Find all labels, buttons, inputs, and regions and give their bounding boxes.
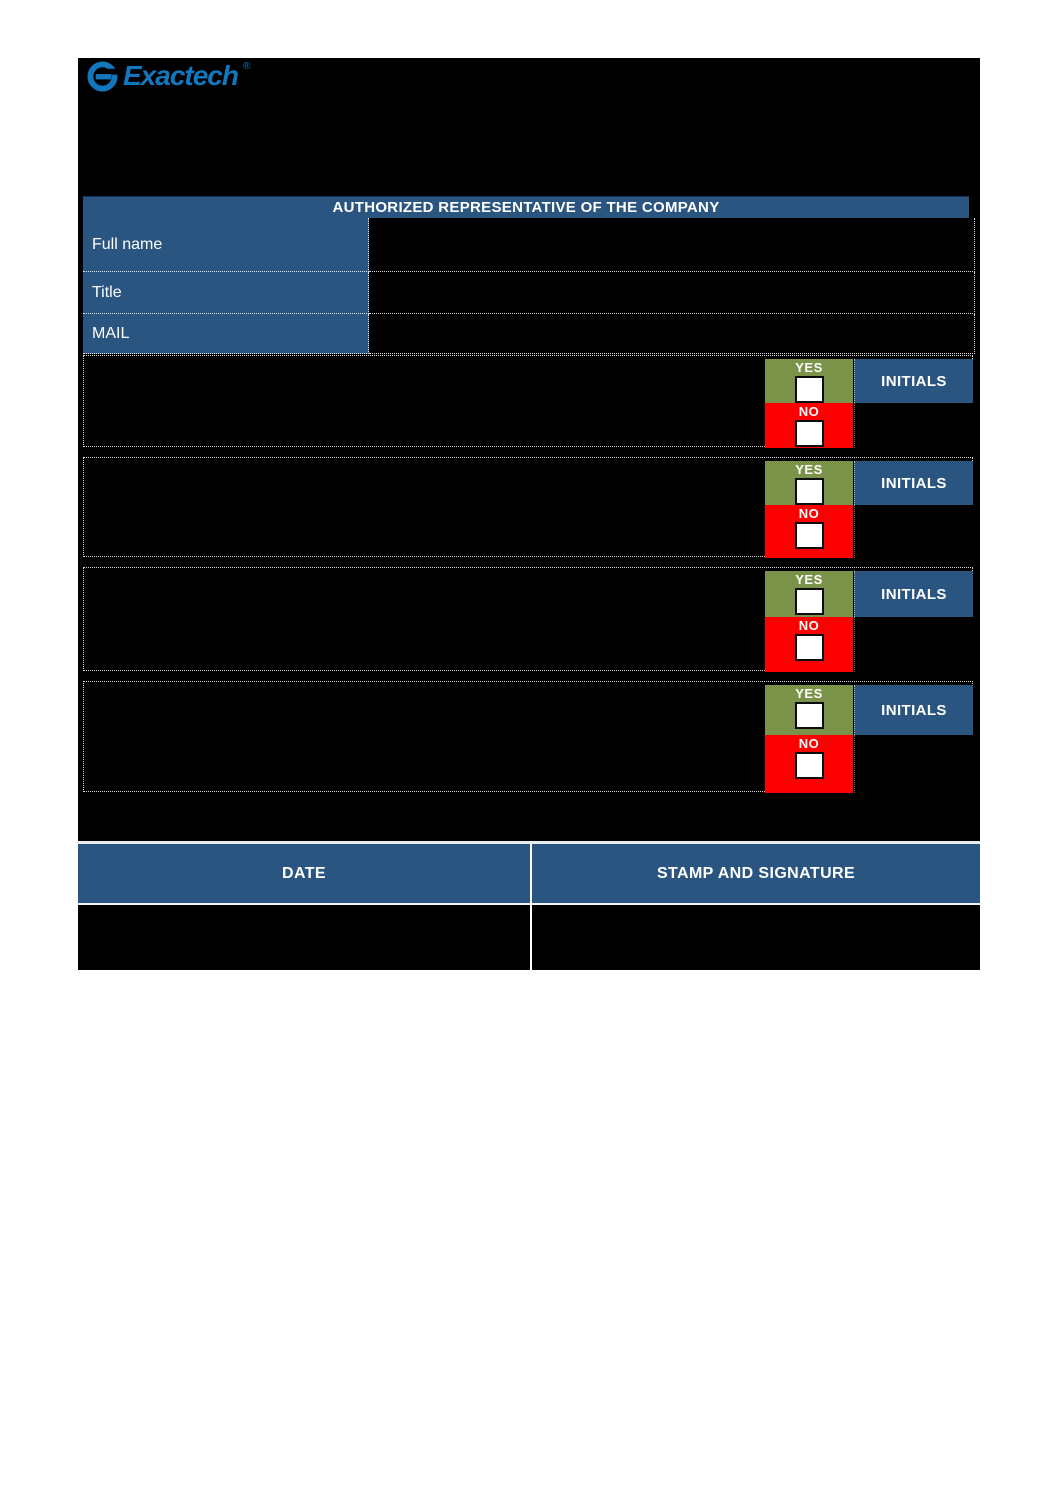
yes-label: YES: [795, 360, 823, 375]
no-checkbox[interactable]: [795, 420, 824, 447]
yes-option-cell: [765, 685, 853, 735]
no-option-cell: [765, 735, 853, 793]
no-checkbox[interactable]: [795, 752, 824, 779]
yes-checkbox[interactable]: [795, 376, 824, 403]
registered-mark: ®: [242, 60, 251, 72]
field-value-full-name[interactable]: [369, 218, 975, 272]
initials-entry-cell[interactable]: [854, 617, 973, 672]
field-value-title[interactable]: [369, 272, 975, 314]
initials-entry-cell[interactable]: [854, 403, 973, 448]
yes-checkbox[interactable]: [795, 588, 824, 615]
no-option-cell: [765, 617, 853, 672]
no-label: NO: [798, 506, 820, 521]
field-value-mail[interactable]: [369, 314, 975, 354]
stamp-signature-column-header: STAMP AND SIGNATURE: [532, 844, 980, 903]
initials-entry-cell[interactable]: [854, 735, 973, 793]
field-label-full-name: Full name: [83, 218, 369, 272]
initials-header-cell: INITIALS: [854, 359, 973, 403]
initials-header-cell: INITIALS: [854, 461, 973, 505]
yes-option-cell: [765, 359, 853, 403]
date-column-header: DATE: [78, 844, 530, 903]
question-block-1: [83, 355, 973, 447]
date-entry-cell[interactable]: [78, 905, 530, 970]
no-checkbox[interactable]: [795, 634, 824, 661]
question-block-4: [83, 681, 973, 792]
yes-label: YES: [795, 462, 823, 477]
no-label: NO: [798, 404, 820, 419]
field-label-mail: MAIL: [83, 314, 369, 354]
initials-header-cell: INITIALS: [854, 571, 973, 617]
exactech-logo-icon: [87, 61, 118, 92]
no-option-cell: [765, 403, 853, 448]
signature-table-column-divider: [530, 844, 532, 970]
exactech-logo: [87, 60, 250, 92]
no-checkbox[interactable]: [795, 522, 824, 549]
yes-option-cell: [765, 461, 853, 505]
yes-label: YES: [795, 686, 823, 701]
question-block-3: [83, 567, 973, 671]
brand-name: Exactech: [123, 60, 238, 91]
stamp-signature-entry-cell[interactable]: [532, 905, 980, 970]
no-label: NO: [798, 618, 820, 633]
initials-header-cell: INITIALS: [854, 685, 973, 735]
field-label-title: Title: [83, 272, 369, 314]
initials-entry-cell[interactable]: [854, 505, 973, 558]
yes-checkbox[interactable]: [795, 702, 824, 729]
no-option-cell: [765, 505, 853, 558]
yes-label: YES: [795, 572, 823, 587]
yes-option-cell: [765, 571, 853, 617]
no-label: NO: [798, 736, 820, 751]
section-header-authorized-representative: AUTHORIZED REPRESENTATIVE OF THE COMPANY: [83, 196, 969, 218]
yes-checkbox[interactable]: [795, 478, 824, 505]
question-block-2: [83, 457, 973, 557]
